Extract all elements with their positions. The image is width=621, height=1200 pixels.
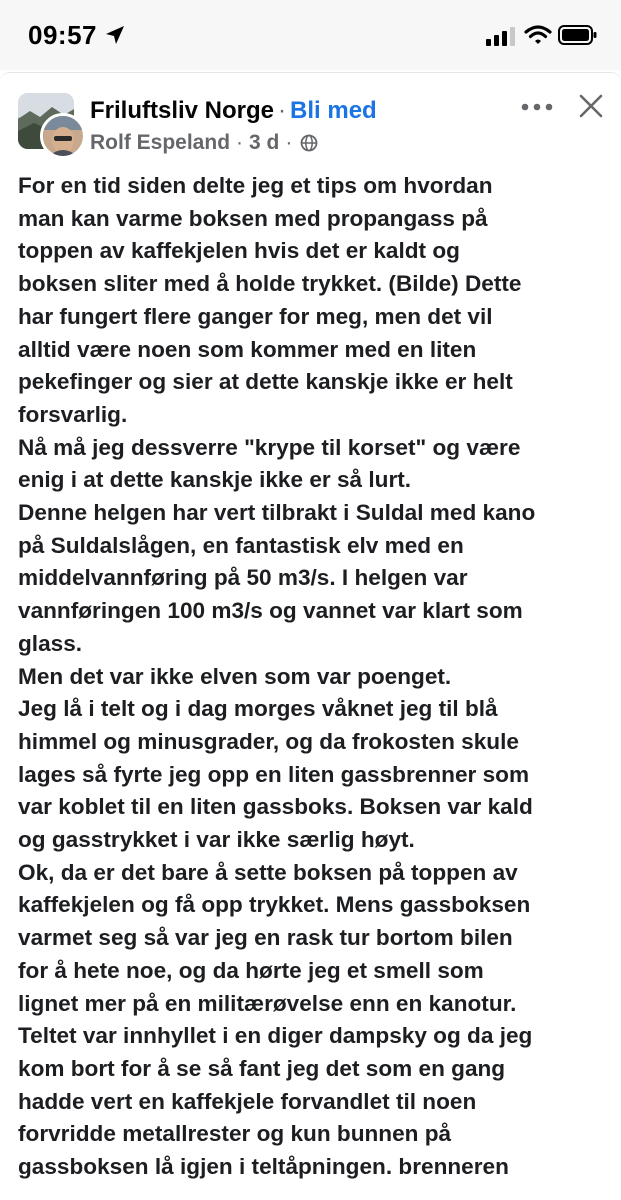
author-photo [43,116,83,156]
author-avatar[interactable] [40,113,86,159]
post-text-line: pekefinger og sier at dette kanskje ikke er helt [18,369,513,395]
post-text-line: toppen av kaffekjelen hvis det er kaldt og [18,238,460,264]
post-text-line: glass. [18,630,83,656]
join-group-button[interactable]: Bli med [290,97,377,124]
post-text-line: middelvannføring på 50 m3/s. I helgen var [18,565,468,591]
battery-icon [558,24,598,46]
post-text-line: har fungert flere ganger for meg, men det vil [18,303,493,329]
post-text-line: gassboksen lå igjen i teltåpningen. brenneren [18,1154,509,1180]
post-text-line: på Suldalslågen, en fantastisk elv med en [18,532,464,558]
post-text-line: Teltet var innhyllet i en diger dampsky og da jeg [18,1023,533,1049]
wifi-icon [524,24,552,46]
post-timestamp[interactable]: 3 d [249,131,280,154]
meta-separator-2: · [285,131,293,154]
post-text-line: var koblet til en liten gassboks. Boksen var kald [18,794,533,820]
close-icon[interactable] [578,93,604,119]
post-text-line: kom bort for å se så fant jeg det som en gang [18,1055,506,1081]
post-text-line: Nå må jeg dessverre "krype til korset" og være [18,434,521,460]
post-text-line: alltid være noen som kommer med en liten [18,336,477,362]
post-text-line: varmet seg så var jeg en rask tur bortom bilen [18,925,513,951]
group-name-link[interactable]: Friluftsliv Norge [90,97,275,124]
post-text-line: boksen sliter med å holde trykket. (Bilde) Dette [18,271,522,297]
post-text-line: hadde vert en kaffekjele forvandlet til noen [18,1088,477,1114]
author-name-link[interactable]: Rolf Espeland [90,131,231,154]
post-text-line: kaffekjelen og få opp trykket. Mens gassboksen [18,892,531,918]
post-text-line: Men det var ikke elven som var poenget. [18,663,452,689]
post-text-line: for å hete noe, og da hørte jeg et smell som [18,957,484,983]
post-text-line: vannføringen 100 m3/s og vannet var klart som [18,598,523,624]
post-text-line: himmel og minusgrader, og da frokosten skule [18,728,519,754]
post-text-line: lignet mer på en militærøvelse enn en kanotur. [18,990,517,1016]
more-icon[interactable] [520,101,554,113]
post-text-line: Ok, da er det bare å sette boksen på toppen av [18,859,518,885]
post-text-line: enig i at dette kanskje ikke er så lurt. [18,467,412,493]
post-text-line: lages så fyrte jeg opp en liten gassbrenner som [18,761,530,787]
status-bar [0,0,621,70]
post-text-line: Jeg lå i telt og i dag morges våknet jeg til blå [18,696,498,722]
post-text-line: forsvarlig. [18,401,128,427]
meta-separator-1: · [236,131,244,154]
post-text-line: For en tid siden delte jeg et tips om hvordan [18,173,493,198]
post-text-line: forvridde metallrester og kun bunnen på [18,1121,452,1147]
post-text [18,170,614,1184]
post-card [0,72,621,1200]
globe-icon [300,134,318,152]
post-meta [90,131,318,155]
header-separator: · [278,97,287,124]
post-text-line: Denne helgen har vert tilbrakt i Suldal med kano [18,500,536,526]
post-text-line: man kan varme boksen med propangass på [18,205,488,231]
location-arrow-icon [104,24,126,46]
signal-bars-icon [486,26,518,46]
status-time: 09:57 [28,20,97,50]
post-text-line: og gasstrykket i var ikke særlig høyt. [18,827,415,853]
post-header [90,97,377,125]
